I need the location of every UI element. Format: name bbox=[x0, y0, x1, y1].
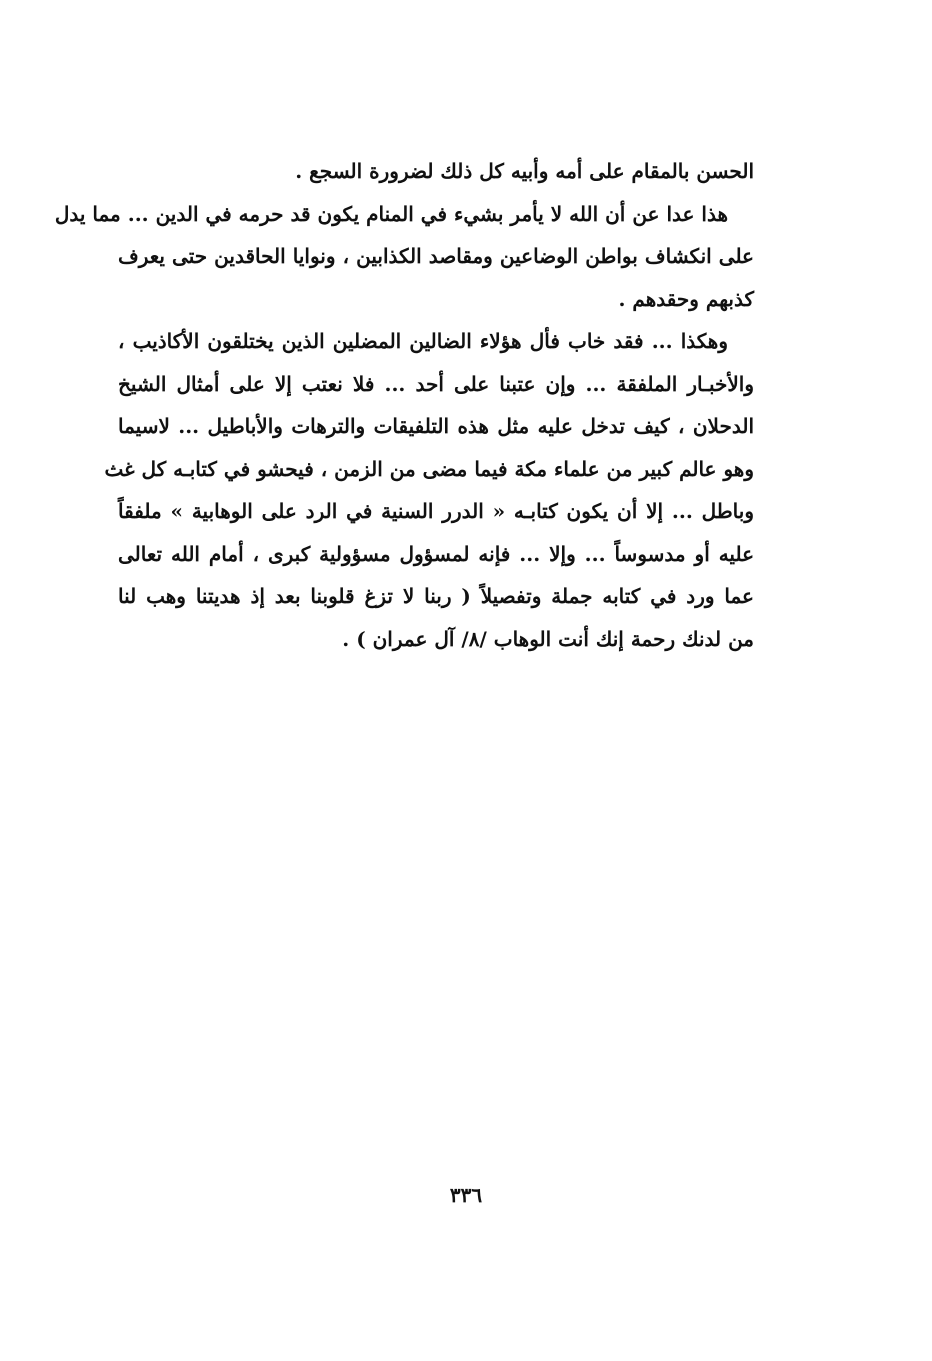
text-line: وهو عالم كبير من علماء مكة فيما مضى من الزمن ، فيحشو في كتابـه كل غث bbox=[104, 456, 754, 481]
text-line: من لدنك رحمة إنك أنت الوهاب /٨/ آل عمران ) . bbox=[342, 626, 754, 651]
text-line: الدحلان ، كيف تدخل عليه مثل هذه التلفيقات والترهات والأباطيل ... لاسيما bbox=[118, 414, 754, 438]
text-line: هذا عدا عن أن الله لا يأمر بشيء في المنام يكون قد حرمه في الدين ... مما يدل bbox=[54, 201, 728, 226]
text-line: وباطل ... إلا أن يكون كتابـه « الدرر السنية في الرد على الوهابية » ملفقاً bbox=[118, 499, 754, 523]
text-line: عليه أو مدسوساً ... وإلا ... فإنه لمسؤول مسؤولية كبرى ، أمام الله تعالى bbox=[118, 541, 754, 566]
text-line: عما ورد في كتابه جملة وتفصيلاً ( ربنا لا تزغ قلوبنا بعد إذ هديتنا وهب لنا bbox=[118, 584, 754, 608]
text-line: الحسن بالمقام على أمه وأبيه كل ذلك لضرورة السجع . bbox=[295, 159, 754, 183]
text-line: على انكشاف بواطن الوضاعين ومقاصد الكذابين ، ونوايا الحاقدين حتى يعرف bbox=[118, 244, 754, 268]
body-text bbox=[54, 150, 754, 660]
text-line: والأخبـار الملفقة ... وإن عتبنا على أحد ... فلا نعتب إلا على أمثال الشيخ bbox=[118, 371, 754, 396]
text-line: كذبهم وحقدهم . bbox=[618, 286, 754, 311]
page-number: ٣٣٦ bbox=[449, 1183, 483, 1207]
text-line: وهكذا ... فقد خاب فأل هؤلاء الضالين المضلين الذين يختلقون الأكاذيب ، bbox=[118, 329, 728, 353]
